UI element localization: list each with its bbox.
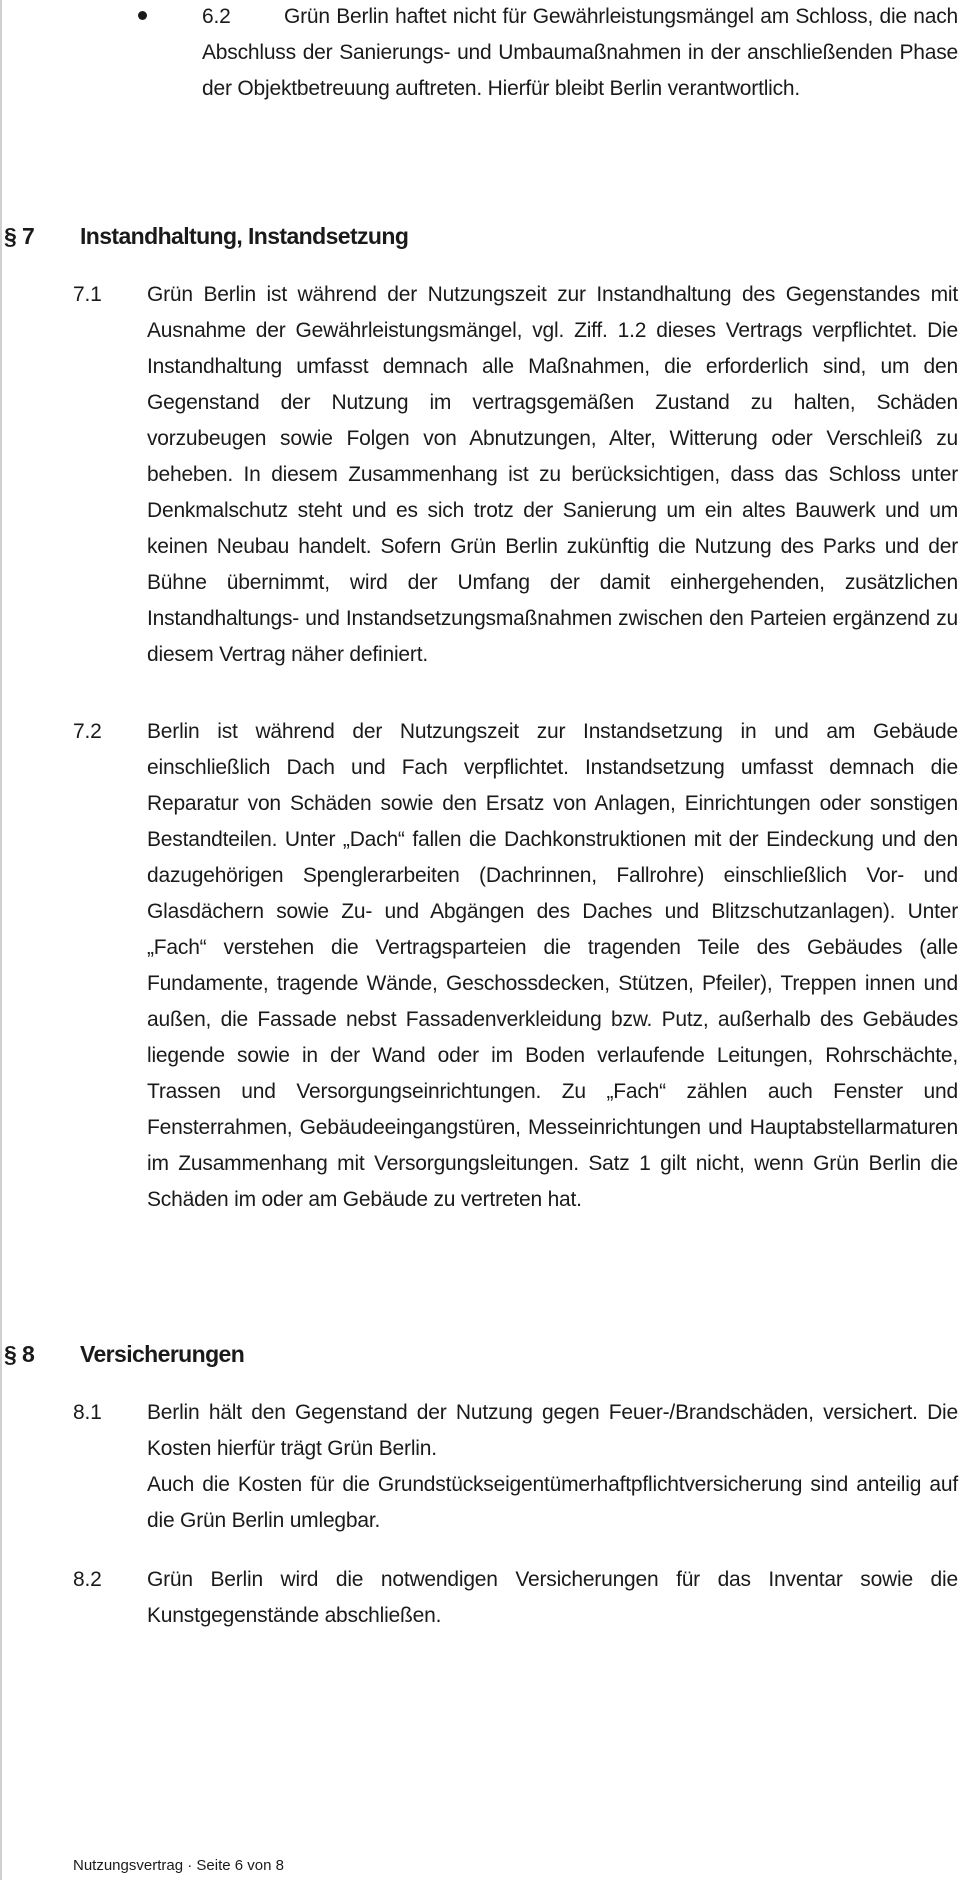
clause-paragraph: Auch die Kosten für die Grundstückseigentümerhaftpflichtversicherung sind anteilig auf die Grün Berlin umlegbar. — [147, 1473, 958, 1532]
clause-text — [147, 714, 958, 1218]
bullet-text: Grün Berlin haftet nicht für Gewährleistungsmängel am Schloss, die nach Abschluss der Sanierungs- und Umbaumaßnahmen in der anschließenden Phase der Objektbetreuung auftreten. Hierfür bleibt Berlin verantwortlich. — [202, 5, 958, 100]
section-7-title: Instandhaltung, Instandsetzung — [80, 223, 409, 249]
clause-paragraph: Berlin hält den Gegenstand der Nutzung gegen Feuer-/Brandschäden, versichert. Die Kosten hierfür trägt Grün Berlin. — [147, 1401, 958, 1460]
bullet-number: 6.2 — [202, 5, 231, 28]
clause-8-2 — [73, 1562, 958, 1634]
clause-paragraph: Grün Berlin ist während der Nutzungszeit zur Instandhaltung des Gegenstandes mit Ausnahme der Gewährleistungsmängel, vgl. Ziff. 1.2 dieses Vertrags verpflichtet. Die Instandhaltung umfasst demnach alle Maßnahmen, die erforderlich sind, um den Gegenstand der Nutzung im vertragsgemäßen Zustand zu halten, Schäden vorzubeugen sowie Folgen von Abnutzungen, Alter, Witterung oder Verschleiß zu beheben. In diesem Zusammenhang ist zu berücksichtigen, dass das Schloss unter Denkmalschutz steht und es sich trotz der Sanierung um ein altes Bauwerk und um keinen Neubau handelt. Sofern Grün Berlin zukünftig die Nutzung des Parks und der Bühne übernimmt, wird der Umfang der damit einhergehenden, zusätzlichen Instandhaltungs- und Instandsetzungsmaßnahmen zwischen den Parteien ergänzend zu diesem Vertrag näher definiert. — [147, 283, 958, 666]
clause-number: 8.2 — [73, 1568, 102, 1591]
clause-number: 8.1 — [73, 1401, 102, 1424]
clause-8-1 — [73, 1395, 958, 1539]
page-edge-divider — [0, 0, 2, 1880]
section-8-heading — [0, 1337, 244, 1371]
clause-7-2 — [73, 714, 958, 1218]
section-8-title: Versicherungen — [80, 1341, 245, 1367]
clause-paragraph: Grün Berlin wird die notwendigen Versicherungen für das Inventar sowie die Kunstgegenstände abschließen. — [147, 1568, 958, 1627]
clause-number: 7.1 — [73, 283, 102, 306]
clause-text — [147, 1562, 958, 1634]
clause-text — [147, 1395, 958, 1539]
clause-7-1 — [73, 277, 958, 673]
section-8-symbol: § 8 — [4, 1341, 35, 1367]
page-footer: Nutzungsvertrag · Seite 6 von 8 — [73, 1857, 284, 1874]
clause-number: 7.2 — [73, 720, 102, 743]
section-7-heading — [0, 219, 408, 253]
clause-text — [147, 277, 958, 673]
section-7-symbol: § 7 — [4, 223, 35, 249]
bullet-item-6-2 — [146, 0, 958, 107]
clause-paragraph: Berlin ist während der Nutzungszeit zur Instandsetzung in und am Gebäude einschließlich Dach und Fach verpflichtet. Instandsetzung umfasst demnach die Reparatur von Schäden sowie den Ersatz von Anlagen, Einrichtungen oder sonstigen Bestandteilen. Unter „Dach“ fallen die Dachkonstruktionen mit der Eindeckung und den dazugehörigen Spenglerarbeiten (Dachrinnen, Fallrohre) einschließlich Vor- und Glasdächern sowie Zu- und Abgängen des Daches und Blitzschutzanlagen). Unter „Fach“ verstehen die Vertragsparteien die tragenden Teile des Gebäudes (alle Fundamente, tragende Wände, Geschossdecken, Stützen, Pfeiler), Treppen innen und außen, die Fassade nebst Fassadenverkleidung bzw. Putz, außerhalb des Gebäudes liegende sowie in der Wand oder im Boden verlaufende Leitungen, Rohrschächte, Trassen und Versorgungseinrichtungen. Zu „Fach“ zählen auch Fenster und Fensterrahmen, Gebäudeeingangstüren, Messeinrichtungen und Hauptabstellarmaturen im Zusammenhang mit Versorgungsleitungen. Satz 1 gilt nicht, wenn Grün Berlin die Schäden im oder am Gebäude zu vertreten hat. — [147, 720, 958, 1211]
